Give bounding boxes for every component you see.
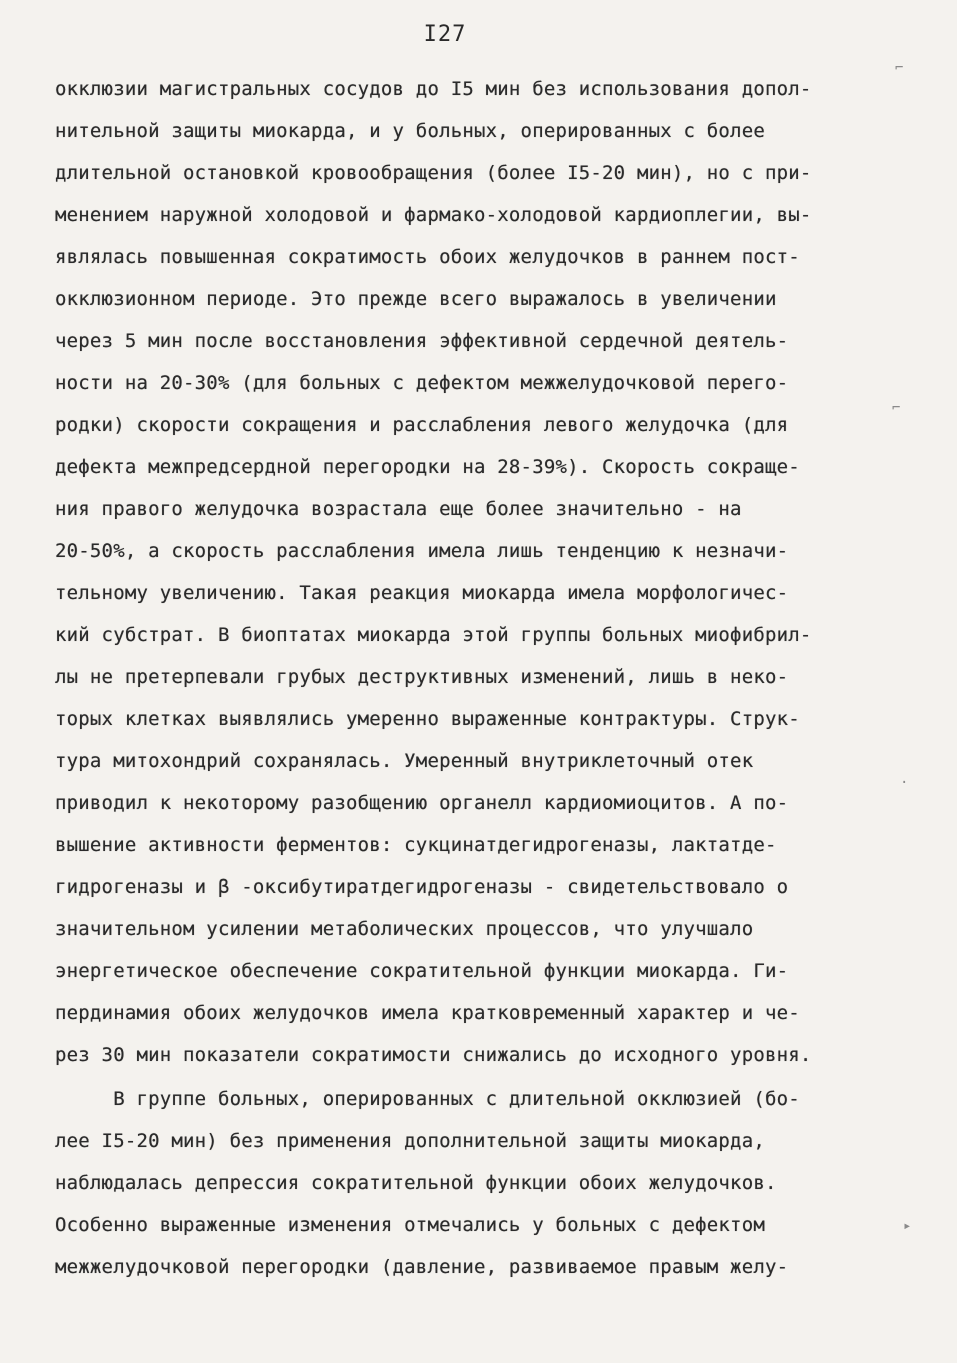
text-line: наблюдалась депрессия сократительной функции обоих желудочков.	[55, 1172, 777, 1194]
text-line: ния правого желудочка возрастала еще более значительно - на	[55, 498, 742, 520]
text-line: В группе больных, оперированных с длительной окклюзией (бо-	[55, 1088, 800, 1110]
text-line: окклюзионном периоде. Это прежде всего выражалось в увеличении	[55, 288, 777, 310]
text-line: рез 30 мин показатели сократимости снижались до исходного уровня.	[55, 1044, 812, 1066]
text-line: межжелудочковой перегородки (давление, развиваемое правым желу-	[55, 1256, 789, 1278]
text-line: нительной защиты миокарда, и у больных, оперированных с более	[55, 120, 765, 142]
text-line: вышение активности ферментов: сукцинатдегидрогеназы, лактатде-	[55, 834, 777, 856]
text-line: тельному увеличению. Такая реакция миокарда имела морфологичес-	[55, 582, 789, 604]
text-line: 20-50%, а скорость расслабления имела лишь тенденцию к незначи-	[55, 540, 789, 562]
margin-mark: ⌐	[892, 400, 901, 416]
page-number: I27	[423, 22, 467, 47]
margin-mark: ⌐	[895, 60, 904, 76]
text-line: родки) скорости сокращения и расслабления левого желудочка (для	[55, 414, 789, 436]
text-line: длительной остановкой кровообращения (более I5-20 мин), но с при-	[55, 162, 812, 184]
text-line: являлась повышенная сократимость обоих желудочков в раннем пост-	[55, 246, 800, 268]
text-line: пердинамия обоих желудочков имела кратковременный характер и че-	[55, 1002, 800, 1024]
text-line: через 5 мин после восстановления эффективной сердечной деятель-	[55, 330, 789, 352]
text-line: торых клетках выявлялись умеренно выраженные контрактуры. Струк-	[55, 708, 800, 730]
text-line: кий субстрат. В биоптатах миокарда этой группы больных миофибрил-	[55, 624, 812, 646]
text-line: лы не претерпевали грубых деструктивных изменений, лишь в неко-	[55, 666, 789, 688]
text-line: тура митохондрий сохранялась. Умеренный внутриклеточный отек	[55, 750, 754, 772]
text-line: окклюзии магистральных сосудов до I5 мин без использования допол-	[55, 78, 812, 100]
text-line: лее I5-20 мин) без применения дополнительной защиты миокарда,	[55, 1130, 765, 1152]
margin-mark: ·	[900, 775, 909, 791]
text-line: энергетическое обеспечение сократительной функции миокарда. Ги-	[55, 960, 789, 982]
text-line: приводил к некоторому разобщению органелл кардиомиоцитов. А по-	[55, 792, 789, 814]
text-line: значительном усилении метаболических процессов, что улучшало	[55, 918, 754, 940]
text-line: менением наружной холодовой и фармако-холодовой кардиоплегии, вы-	[55, 204, 812, 226]
text-line: Особенно выраженные изменения отмечались у больных с дефектом	[55, 1214, 765, 1236]
text-line: гидрогеназы и β -оксибутиратдегидрогеназы - свидетельствовало о	[55, 876, 789, 898]
margin-mark: ▸	[903, 1218, 912, 1234]
text-line: дефекта межпредсердной перегородки на 28-39%). Скорость сокраще-	[55, 456, 800, 478]
text-line: ности на 20-30% (для больных с дефектом межжелудочковой перего-	[55, 372, 789, 394]
